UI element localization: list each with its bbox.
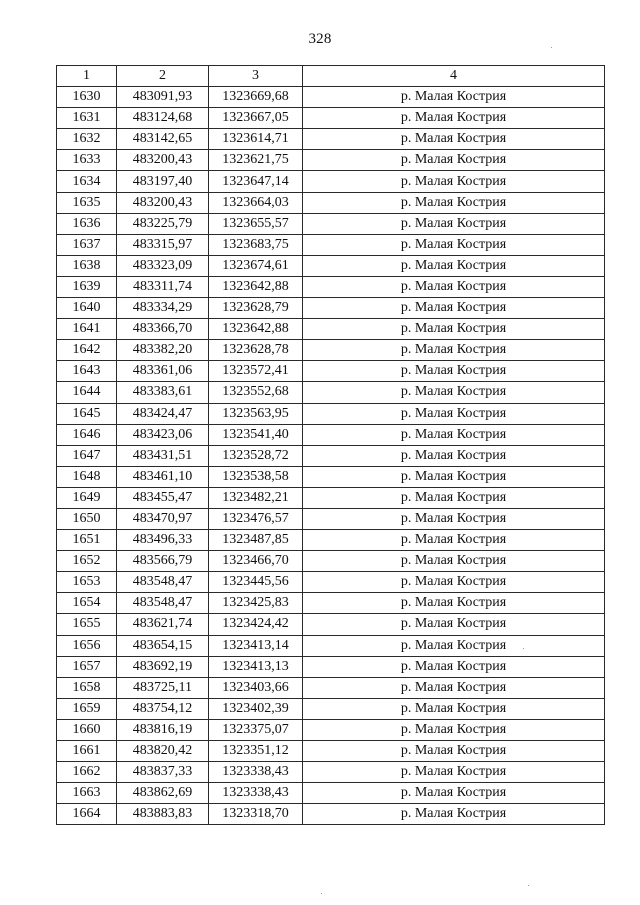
description-cell: р. Малая Кострия [303, 698, 605, 719]
description-cell: р. Малая Кострия [303, 319, 605, 340]
y-coordinate-cell: 1323476,57 [209, 508, 303, 529]
point-number-cell: 1637 [57, 234, 117, 255]
y-coordinate-cell: 1323541,40 [209, 424, 303, 445]
x-coordinate-cell: 483311,74 [117, 276, 209, 297]
description-cell: р. Малая Кострия [303, 656, 605, 677]
x-coordinate-cell: 483548,47 [117, 572, 209, 593]
table-row [57, 213, 605, 234]
table-row [57, 530, 605, 551]
table-row [57, 551, 605, 572]
y-coordinate-cell: 1323413,14 [209, 635, 303, 656]
point-number-cell: 1649 [57, 487, 117, 508]
y-coordinate-cell: 1323563,95 [209, 403, 303, 424]
header-col-4: 4 [303, 66, 605, 87]
point-number-cell: 1661 [57, 741, 117, 762]
description-cell: р. Малая Кострия [303, 530, 605, 551]
description-cell: р. Малая Кострия [303, 192, 605, 213]
point-number-cell: 1643 [57, 361, 117, 382]
x-coordinate-cell: 483431,51 [117, 445, 209, 466]
scan-speck [523, 648, 524, 649]
y-coordinate-cell: 1323425,83 [209, 593, 303, 614]
table-row [57, 635, 605, 656]
x-coordinate-cell: 483225,79 [117, 213, 209, 234]
x-coordinate-cell: 483142,65 [117, 129, 209, 150]
y-coordinate-cell: 1323424,42 [209, 614, 303, 635]
x-coordinate-cell: 483461,10 [117, 466, 209, 487]
point-number-cell: 1640 [57, 298, 117, 319]
table-row [57, 192, 605, 213]
point-number-cell: 1662 [57, 762, 117, 783]
x-coordinate-cell: 483366,70 [117, 319, 209, 340]
header-col-2: 2 [117, 66, 209, 87]
scan-speck [551, 47, 552, 48]
description-cell: р. Малая Кострия [303, 255, 605, 276]
y-coordinate-cell: 1323667,05 [209, 108, 303, 129]
table-row [57, 171, 605, 192]
point-number-cell: 1634 [57, 171, 117, 192]
y-coordinate-cell: 1323318,70 [209, 804, 303, 825]
description-cell: р. Малая Кострия [303, 614, 605, 635]
x-coordinate-cell: 483383,61 [117, 382, 209, 403]
table-row [57, 382, 605, 403]
description-cell: р. Малая Кострия [303, 487, 605, 508]
x-coordinate-cell: 483837,33 [117, 762, 209, 783]
point-number-cell: 1642 [57, 340, 117, 361]
header-row [57, 66, 605, 87]
point-number-cell: 1648 [57, 466, 117, 487]
point-number-cell: 1632 [57, 129, 117, 150]
point-number-cell: 1654 [57, 593, 117, 614]
y-coordinate-cell: 1323642,88 [209, 276, 303, 297]
point-number-cell: 1659 [57, 698, 117, 719]
point-number-cell: 1646 [57, 424, 117, 445]
description-cell: р. Малая Кострия [303, 719, 605, 740]
y-coordinate-cell: 1323647,14 [209, 171, 303, 192]
point-number-cell: 1630 [57, 87, 117, 108]
y-coordinate-cell: 1323614,71 [209, 129, 303, 150]
x-coordinate-cell: 483424,47 [117, 403, 209, 424]
y-coordinate-cell: 1323538,58 [209, 466, 303, 487]
table-row [57, 108, 605, 129]
x-coordinate-cell: 483621,74 [117, 614, 209, 635]
x-coordinate-cell: 483197,40 [117, 171, 209, 192]
description-cell: р. Малая Кострия [303, 424, 605, 445]
x-coordinate-cell: 483455,47 [117, 487, 209, 508]
scan-speck [528, 885, 529, 886]
x-coordinate-cell: 483315,97 [117, 234, 209, 255]
table-row [57, 614, 605, 635]
y-coordinate-cell: 1323552,68 [209, 382, 303, 403]
x-coordinate-cell: 483334,29 [117, 298, 209, 319]
y-coordinate-cell: 1323621,75 [209, 150, 303, 171]
table-row [57, 487, 605, 508]
table-row [57, 361, 605, 382]
point-number-cell: 1644 [57, 382, 117, 403]
table-row [57, 87, 605, 108]
table-row [57, 340, 605, 361]
table-row [57, 298, 605, 319]
table-row [57, 150, 605, 171]
description-cell: р. Малая Кострия [303, 677, 605, 698]
y-coordinate-cell: 1323669,68 [209, 87, 303, 108]
table-row [57, 593, 605, 614]
table-row [57, 783, 605, 804]
y-coordinate-cell: 1323664,03 [209, 192, 303, 213]
y-coordinate-cell: 1323466,70 [209, 551, 303, 572]
x-coordinate-cell: 483548,47 [117, 593, 209, 614]
description-cell: р. Малая Кострия [303, 340, 605, 361]
y-coordinate-cell: 1323655,57 [209, 213, 303, 234]
point-number-cell: 1650 [57, 508, 117, 529]
table-row [57, 572, 605, 593]
table-row [57, 762, 605, 783]
point-number-cell: 1656 [57, 635, 117, 656]
description-cell: р. Малая Кострия [303, 150, 605, 171]
description-cell: р. Малая Кострия [303, 108, 605, 129]
point-number-cell: 1645 [57, 403, 117, 424]
x-coordinate-cell: 483470,97 [117, 508, 209, 529]
description-cell: р. Малая Кострия [303, 572, 605, 593]
y-coordinate-cell: 1323487,85 [209, 530, 303, 551]
x-coordinate-cell: 483496,33 [117, 530, 209, 551]
scan-speck [321, 893, 322, 894]
x-coordinate-cell: 483725,11 [117, 677, 209, 698]
y-coordinate-cell: 1323482,21 [209, 487, 303, 508]
y-coordinate-cell: 1323628,79 [209, 298, 303, 319]
table-row [57, 129, 605, 150]
y-coordinate-cell: 1323528,72 [209, 445, 303, 466]
table-row [57, 424, 605, 445]
point-number-cell: 1663 [57, 783, 117, 804]
point-number-cell: 1652 [57, 551, 117, 572]
table-row [57, 719, 605, 740]
header-col-1: 1 [57, 66, 117, 87]
point-number-cell: 1647 [57, 445, 117, 466]
table-header [57, 66, 605, 87]
point-number-cell: 1657 [57, 656, 117, 677]
description-cell: р. Малая Кострия [303, 403, 605, 424]
point-number-cell: 1631 [57, 108, 117, 129]
description-cell: р. Малая Кострия [303, 741, 605, 762]
x-coordinate-cell: 483566,79 [117, 551, 209, 572]
y-coordinate-cell: 1323351,12 [209, 741, 303, 762]
description-cell: р. Малая Кострия [303, 445, 605, 466]
header-col-3: 3 [209, 66, 303, 87]
table-row [57, 276, 605, 297]
table-row [57, 508, 605, 529]
y-coordinate-cell: 1323338,43 [209, 783, 303, 804]
y-coordinate-cell: 1323572,41 [209, 361, 303, 382]
point-number-cell: 1635 [57, 192, 117, 213]
table-row [57, 319, 605, 340]
description-cell: р. Малая Кострия [303, 783, 605, 804]
point-number-cell: 1641 [57, 319, 117, 340]
y-coordinate-cell: 1323674,61 [209, 255, 303, 276]
description-cell: р. Малая Кострия [303, 213, 605, 234]
x-coordinate-cell: 483754,12 [117, 698, 209, 719]
table-row [57, 677, 605, 698]
x-coordinate-cell: 483692,19 [117, 656, 209, 677]
description-cell: р. Малая Кострия [303, 298, 605, 319]
y-coordinate-cell: 1323628,78 [209, 340, 303, 361]
description-cell: р. Малая Кострия [303, 129, 605, 150]
description-cell: р. Малая Кострия [303, 804, 605, 825]
table-row [57, 656, 605, 677]
x-coordinate-cell: 483091,93 [117, 87, 209, 108]
table-row [57, 741, 605, 762]
point-number-cell: 1658 [57, 677, 117, 698]
description-cell: р. Малая Кострия [303, 87, 605, 108]
table-row [57, 255, 605, 276]
description-cell: р. Малая Кострия [303, 171, 605, 192]
description-cell: р. Малая Кострия [303, 551, 605, 572]
point-number-cell: 1655 [57, 614, 117, 635]
point-number-cell: 1660 [57, 719, 117, 740]
x-coordinate-cell: 483200,43 [117, 150, 209, 171]
y-coordinate-cell: 1323642,88 [209, 319, 303, 340]
description-cell: р. Малая Кострия [303, 593, 605, 614]
y-coordinate-cell: 1323403,66 [209, 677, 303, 698]
x-coordinate-cell: 483382,20 [117, 340, 209, 361]
y-coordinate-cell: 1323338,43 [209, 762, 303, 783]
table-row [57, 234, 605, 255]
x-coordinate-cell: 483654,15 [117, 635, 209, 656]
page-number: 328 [308, 31, 332, 47]
point-number-cell: 1636 [57, 213, 117, 234]
x-coordinate-cell: 483820,42 [117, 741, 209, 762]
description-cell: р. Малая Кострия [303, 635, 605, 656]
point-number-cell: 1653 [57, 572, 117, 593]
x-coordinate-cell: 483862,69 [117, 783, 209, 804]
description-cell: р. Малая Кострия [303, 762, 605, 783]
y-coordinate-cell: 1323445,56 [209, 572, 303, 593]
x-coordinate-cell: 483423,06 [117, 424, 209, 445]
point-number-cell: 1651 [57, 530, 117, 551]
description-cell: р. Малая Кострия [303, 234, 605, 255]
point-number-cell: 1633 [57, 150, 117, 171]
x-coordinate-cell: 483361,06 [117, 361, 209, 382]
x-coordinate-cell: 483124,68 [117, 108, 209, 129]
y-coordinate-cell: 1323402,39 [209, 698, 303, 719]
point-number-cell: 1639 [57, 276, 117, 297]
y-coordinate-cell: 1323413,13 [209, 656, 303, 677]
description-cell: р. Малая Кострия [303, 508, 605, 529]
table-body [57, 87, 605, 825]
x-coordinate-cell: 483816,19 [117, 719, 209, 740]
x-coordinate-cell: 483200,43 [117, 192, 209, 213]
description-cell: р. Малая Кострия [303, 361, 605, 382]
description-cell: р. Малая Кострия [303, 276, 605, 297]
x-coordinate-cell: 483883,83 [117, 804, 209, 825]
description-cell: р. Малая Кострия [303, 466, 605, 487]
description-cell: р. Малая Кострия [303, 382, 605, 403]
y-coordinate-cell: 1323683,75 [209, 234, 303, 255]
x-coordinate-cell: 483323,09 [117, 255, 209, 276]
y-coordinate-cell: 1323375,07 [209, 719, 303, 740]
coordinates-table [56, 65, 605, 825]
table-row [57, 698, 605, 719]
table-row [57, 804, 605, 825]
point-number-cell: 1638 [57, 255, 117, 276]
table-row [57, 445, 605, 466]
point-number-cell: 1664 [57, 804, 117, 825]
table-row [57, 466, 605, 487]
table-row [57, 403, 605, 424]
